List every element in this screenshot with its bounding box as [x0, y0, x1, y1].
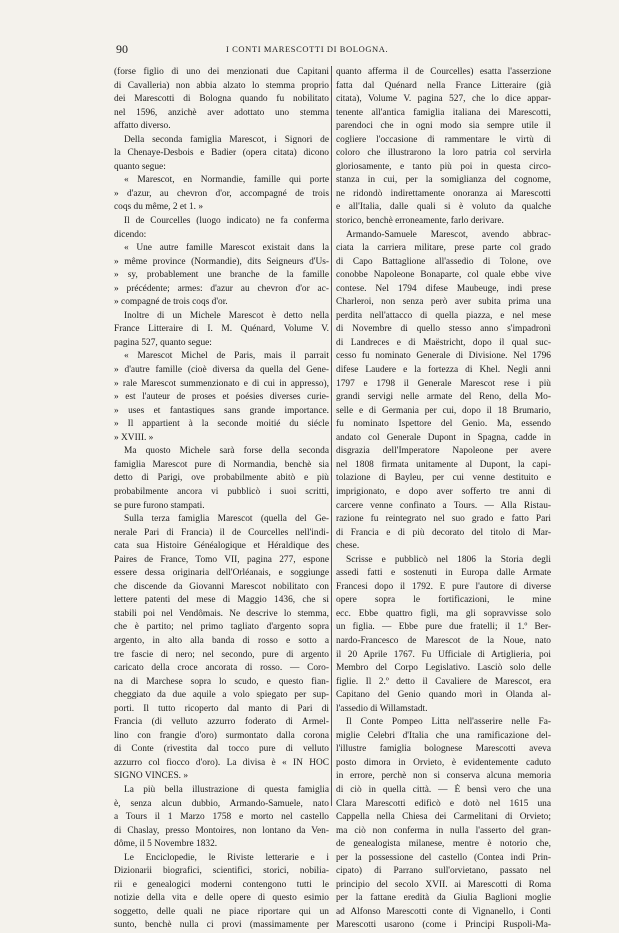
text-line: » précédente; armes: d'azur au chevron d'or ac- [114, 283, 329, 294]
text-line: di Novembre di quello stesso anno s'impadronì [336, 324, 551, 335]
text-line: cipato) di Parrano sull'orvietano, passato nel [336, 866, 551, 877]
text-line: La più bella illustrazione di questa famiglia [124, 784, 329, 795]
right-text-column [336, 66, 551, 933]
text-line: cata sua Histoire Généalogique et Héraldique des [114, 541, 329, 552]
text-line: Inoltre di un Michele Marescot è detto nella [124, 310, 329, 321]
text-line: andato col Generale Dupont in Spagna, cadde in [336, 432, 551, 443]
text-line: Francia (di velluto azzurro foderato di Armel- [114, 717, 329, 728]
text-line: Charleroi, non senza però aver subita prima una [336, 297, 551, 308]
page-number: 90 [116, 42, 128, 56]
text-line: disgrazia dell'Imperatore Napoleone per avere [336, 446, 551, 457]
text-line: famiglia Marescot pure di Normandia, benchè sia [114, 459, 329, 470]
text-line: Scrisse e pubblicò nel 1806 la Storia degli [346, 554, 551, 565]
text-line: che discende da Giovanni Marescot nobilitato con [114, 581, 329, 592]
text-line: l'illustre famiglia bolognese Marescotti aveva [336, 744, 551, 755]
text-line: notizie della vita e delle opere di questo esimio [114, 893, 329, 904]
text-line: Francesi dopo il 1792. E pure l'autore di diverse [336, 581, 551, 592]
text-line: Clara Marescotti edificò e dotò nel 1615 una [336, 798, 551, 809]
text-line: difese Laudere e la fortezza di Khel. Negli anni [336, 365, 551, 376]
text-line: Paires de France, Tomo VII, pagina 277, espone [114, 554, 329, 565]
text-line: l'assedio di Willamstadt. [336, 703, 428, 714]
text-line: de genealogista milanese, mentre è notorio che, [336, 839, 551, 850]
text-line: » d'autre famille (cioè diversa da quella del Gene- [114, 365, 329, 376]
text-line: » d'azur, au chevron d'or, accompagné de trois [114, 188, 329, 199]
text-line: 1797 e 1798 il Generale Marescot rese i più [336, 378, 551, 389]
text-line: imprigionato, e dopo aver sofferto tre anni di [336, 486, 551, 497]
text-line: parendoci che in ogni modo sia sempre utile il [336, 121, 551, 132]
text-line: per la possessione del castello (Contea indi Prin- [336, 852, 551, 863]
text-line: detto di Parigi, ove probabilmente abitò e più [114, 473, 329, 484]
text-line: quanto afferma il de Courcelles) esatta l'asserzione [336, 67, 551, 77]
text-line: ad Alfonso Marescotti conte di Vignanello, i Conti [336, 906, 551, 917]
text-line: caricato della croce ancorata di rosso. — Coro- [114, 663, 329, 674]
text-line: contese. Nel 1794 difese Maubeuge, indi prese [336, 283, 551, 294]
text-line: grandi servigi nelle armate del Reno, della Mo- [336, 392, 551, 403]
text-line: lettere patenti del mese di Maggio 1436, che si [114, 595, 329, 606]
text-line: ma ciò non conferma in nulla l'asserto del gran- [336, 825, 551, 836]
text-line: stabili poi nel Vendômais. Ne descrive lo stemma, [114, 608, 329, 619]
text-line: figlie. Il 2.º detto il Cavaliere de Marescot, era [336, 676, 551, 687]
text-line: quanto segue: [114, 161, 166, 172]
text-line: fu nominato Ispettore del Genio. Ma, essendo [336, 419, 551, 430]
text-line: Marescotti usarono (come i Principi Ruspoli-Ma- [336, 920, 551, 931]
text-line: perdita nell'attacco di quella piazza, e nel mese [336, 310, 551, 321]
column-divider [331, 66, 332, 806]
text-line: cogliere l'occasione di rammentare le virtù di [336, 134, 551, 145]
text-line: Le Enciclopedie, le Riviste letterarie e i [124, 852, 329, 863]
text-line: « Une autre famille Marescot existait dans la [124, 243, 329, 254]
text-line: Membro del Corpo Legislativo. Lasciò solo delle [336, 663, 551, 674]
text-line: » Il appartient à la seconde moitié du siécle [114, 419, 329, 430]
text-line: carcere venne confinato a Tours. — Alla Ristau- [336, 500, 551, 511]
text-line: » XVIII. » [114, 432, 154, 443]
text-line: argento, in alto alla banda di rosso e sotto a [114, 635, 329, 646]
text-line: di ciò in quella città. — È bensì vero che una [336, 784, 551, 795]
running-title: I CONTI MARESCOTTI DI BOLOGNA. [226, 44, 389, 54]
text-line: SIGNO VINCES. » [114, 771, 189, 782]
text-line: Dizionarii biografici, scientifici, storici, nobilia- [114, 866, 329, 877]
text-line: Armando-Samuele Marescot, avendo abbrac- [346, 229, 551, 240]
text-line: coloro che illustrarono la loro patria col servirla [336, 148, 551, 159]
text-line: la Chenaye-Desbois e Badier (opera citata) dicono [114, 148, 329, 159]
text-line: in errore, perchè non si conserva alcuna memoria [336, 771, 551, 782]
text-line: nerale Pari di Francia) il de Courcelles nell'indi- [114, 527, 329, 538]
text-line: se pure furono stampati. [114, 500, 205, 511]
text-line: il 20 Aprile 1767. Fu Ufficiale di Artiglieria, poi [336, 649, 551, 660]
text-line: e all'Italia, dalle quali si è voluto da qualche [336, 202, 551, 213]
text-line: » sy, probablement une branche de la famille [114, 270, 329, 281]
running-header [116, 42, 502, 58]
text-line: soggetto, delle quali ne piace riportare qui un [114, 906, 329, 917]
text-line: pagina 527, quanto segue: [114, 337, 212, 348]
text-line: tenente all'antica famiglia italiana dei Marescotti, [336, 107, 551, 118]
text-line: per la fattane eredità da Giulia Baglioni moglie [336, 893, 551, 904]
text-line: Il Conte Pompeo Litta nell'asserire nelle Fa- [346, 717, 551, 728]
text-line: nel 1808 firmata unitamente al Dupont, la capi- [336, 459, 551, 470]
text-line: di Capo Battaglione all'assedio di Tolone, ove [336, 256, 551, 267]
text-line: ne ridondò indirettamente onoranza ai Marescotti [336, 188, 551, 199]
text-line: di Landreces e di Maëstricht, dopo il qual suc- [336, 337, 551, 348]
text-line: tolazione di Bayleu, per cui venne destituito e [336, 473, 551, 484]
text-line: dei Marescotti di Bologna quando fu nobilitato [114, 94, 329, 105]
text-line: France Litteraire di I. M. Quénard, Volume V. [114, 324, 329, 335]
text-line: a Tours il 1 Marzo 1758 e morto nel castello [114, 812, 329, 823]
text-line: nardo-Francesco de Marescot de la Noue, nato [336, 635, 551, 646]
text-line: porti. Il tutto ricoperto dal manto di Pari di [114, 703, 329, 714]
text-line: selle e di Germania per cui, dopo il 18 Brumario, [336, 405, 551, 416]
text-line: Cappella nella Chiesa dei Carmelitani di Orvieto; [336, 812, 551, 823]
text-line: cesso fu nominato Generale di Divisione. Nel 1796 [336, 351, 551, 362]
text-line: « Marescot, en Normandie, famille qui porte [124, 175, 329, 186]
text-line: tre fascie di nero; nel secondo, pure di argento [114, 649, 329, 660]
text-line: essere dessa originaria dell'Orléanais, e soggiunge [114, 568, 329, 579]
text-line: di Chaslay, presso Montoires, non lontano da Ven- [114, 825, 329, 836]
text-line: chese. [336, 541, 360, 552]
text-line: storico, benchè erroneamente, farlo derivare. [336, 216, 504, 227]
text-line: opere sopra le fortificazioni, le mine [336, 595, 551, 606]
text-line: gloriosamente, e tanto più poi in questa circo- [336, 161, 551, 172]
text-line: « Marescot Michel de Paris, mais il parrait [124, 351, 329, 362]
text-line: un figlia. — Ebbe pure due fratelli; il 1.º Ber- [336, 622, 551, 633]
text-line: miglie Celebri d'Italia che una ramificazione del- [336, 730, 551, 741]
text-line: di Francia e di più decorato del titolo di Mar- [336, 527, 551, 538]
text-line: razione fu reintegrato nel suo grado e fatto Pari [336, 514, 551, 525]
left-text-column [114, 66, 329, 933]
text-line: dicendo: [114, 229, 147, 240]
text-line: azzurro col fiocco d'oro). La divisa è « IN HOC [114, 757, 329, 768]
text-line: (forse figlio di uno dei menzionati due Capitani [114, 67, 329, 77]
text-line: Della seconda famiglia Marescot, i Signori de [124, 134, 329, 145]
text-line: principio del secolo XVII. ai Marescotti di Roma [336, 879, 551, 890]
text-line: » même province (Normandie), dits Seigneurs d'Us- [114, 256, 329, 267]
text-line: di Conte (rivestita dal tocco pure di velluto [114, 744, 329, 755]
text-line: affatto diverso. [114, 121, 171, 132]
text-line: stanza in cui, per la somiglianza del cognome, [336, 175, 551, 186]
text-line: ciata la carriera militare, prese parte col grado [336, 243, 551, 254]
text-line: cheggiato da due aquile a volo spiegato per sup- [114, 690, 329, 701]
text-line: Il de Courcelles (luogo indicato) ne fa conferma [124, 216, 329, 227]
text-line: » rale Marescot summenzionato e di cui in appresso), [114, 378, 329, 389]
text-line: dôme, il 5 Novembre 1832. [114, 839, 218, 850]
text-line: posto dimora in Orvieto, è evidentemente caduto [336, 757, 551, 768]
text-line: è, senza alcun dubbio, Armando-Samuele, nato [114, 798, 329, 809]
text-line: nel 1596, anzichè aver adottato uno stemma [114, 107, 329, 118]
text-line: ecc. Ebbe quattro figli, ma gli sopravvisse solo [336, 608, 551, 619]
text-line: Sulla terza famiglia Marescot (quella del Ge- [124, 514, 329, 525]
text-line: lino con frangie d'oro) surmontato dalla corona [114, 730, 329, 741]
text-line: » uses et fantastiques sans grande importance. [114, 405, 329, 416]
text-line: » est l'auteur de proses et poésies diverses curie- [114, 392, 329, 403]
text-line: na di Marchese sopra lo scudo, e questo fian- [114, 676, 329, 687]
text-line: rii e genealogici moderni contengono tutti le [114, 879, 329, 890]
text-line: Ma quosto Michele sarà forse della seconda [124, 446, 329, 457]
text-line: citata), Volume V. pagina 527, che lo dice appar- [336, 94, 551, 105]
text-line: coqs du même, 2 et 1. » [114, 202, 204, 213]
text-line: assedi fatti e sostenuti in Europa dalle Armate [336, 568, 551, 579]
text-line: fatta dal Quénard nella France Litteraire (già [336, 80, 551, 91]
text-line: conobbe Napoleone Bonaparte, col quale ebbe vive [336, 270, 551, 281]
text-line: che è partito; nel primo tagliato d'argento sopra [114, 622, 329, 633]
text-line: probabilmente ancora vi pubblicò i suoi scritti, [114, 486, 329, 497]
text-line: » compagné de trois coqs d'or. [114, 297, 228, 308]
text-line: sunto, benchè nulla ci provi (massimamente per [114, 920, 329, 931]
text-line: Capitano del Genio quando morì in Olanda al- [336, 690, 551, 701]
text-line: di Cavalleria) non abbia alzato lo stemma proprio [114, 80, 329, 91]
